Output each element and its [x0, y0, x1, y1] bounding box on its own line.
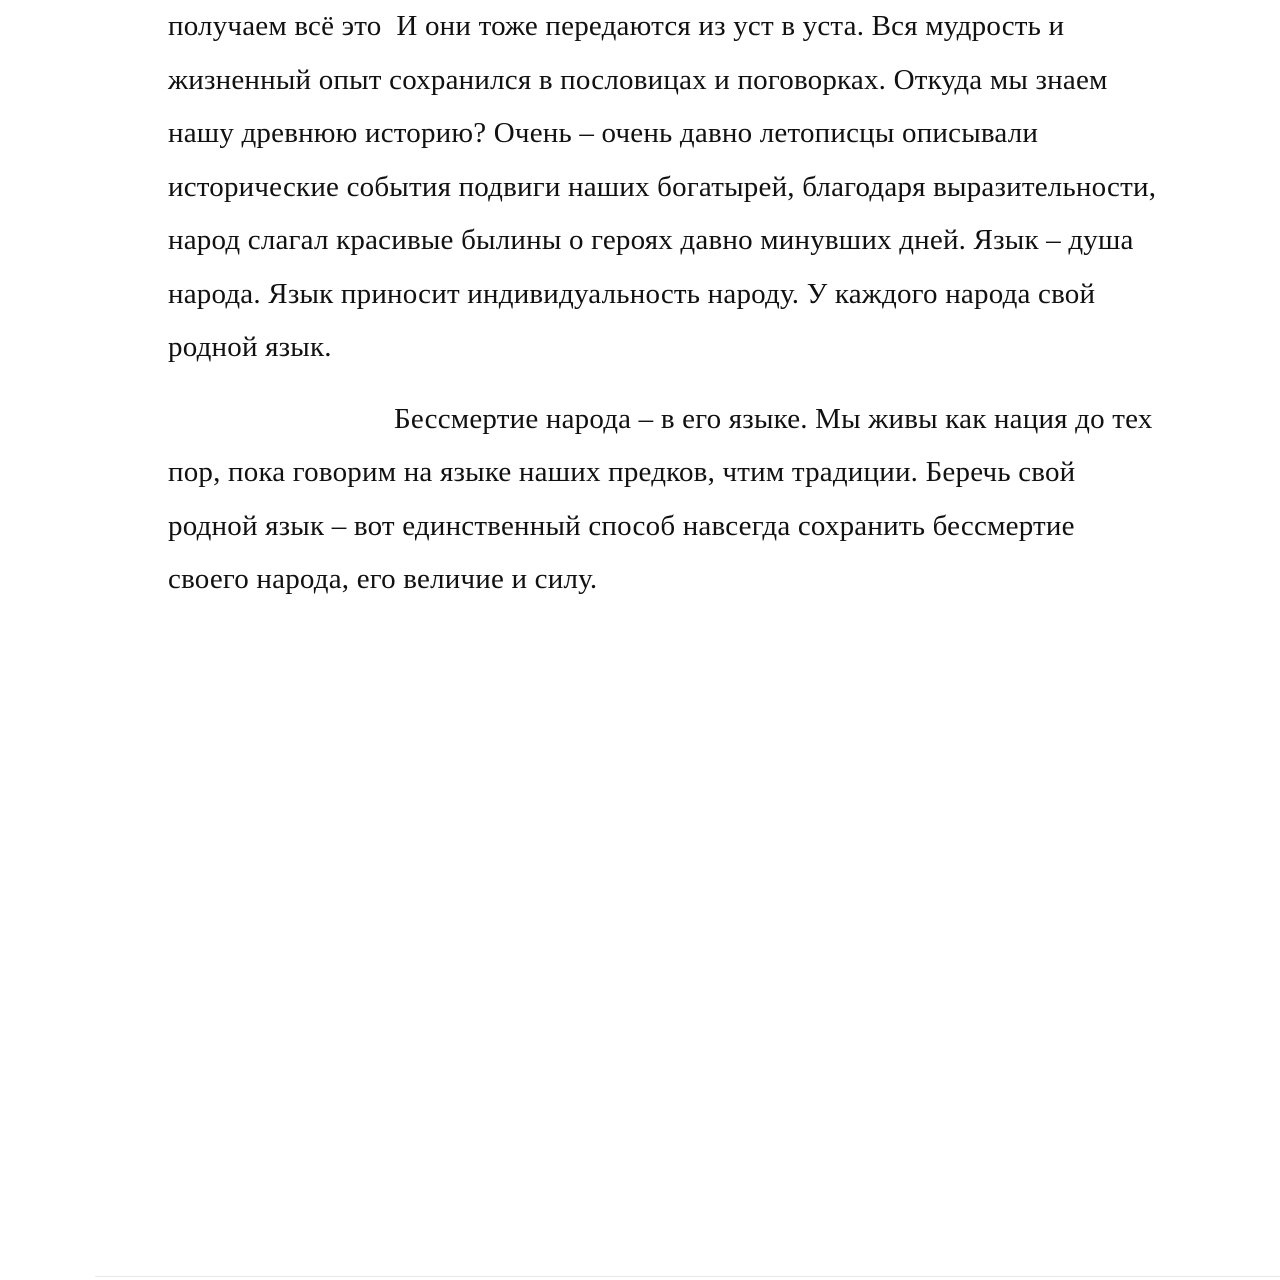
text-line: получаем всё это И они тоже передаются из уст в уста. Вся мудрость и [168, 10, 1065, 42]
paragraph-1 [168, 0, 1228, 375]
text-line: жизненный опыт сохранился в пословицах и поговорках. Откуда мы знаем [168, 63, 1108, 96]
page-bottom-rule [95, 1276, 1280, 1277]
paragraph-2 [168, 393, 1228, 607]
text-line: нашу древнюю историю? Очень – очень давно летописцы описывали [168, 117, 1039, 149]
text-line: народа. Язык приносит индивидуальность народу. У каждого народа свой [168, 277, 1096, 310]
text-line: родной язык – вот единственный способ навсегда сохранить бессмертие [168, 509, 1075, 542]
text-line: пор, пока говорим на языке наших предков, чтим традиции. Беречь свой [168, 456, 1076, 488]
document-body [168, 0, 1228, 607]
text-line: родной язык. [168, 331, 332, 363]
text-line: Бессмертие народа – в его языке. Мы живы как нация до тех [394, 402, 1153, 435]
text-line: своего народа, его величие и силу. [168, 563, 598, 595]
text-line: народ слагал красивые былины о героях давно минувших дней. Язык – душа [168, 224, 1134, 256]
text-line: исторические события подвиги наших богатырей, благодаря выразительности, [168, 170, 1157, 203]
